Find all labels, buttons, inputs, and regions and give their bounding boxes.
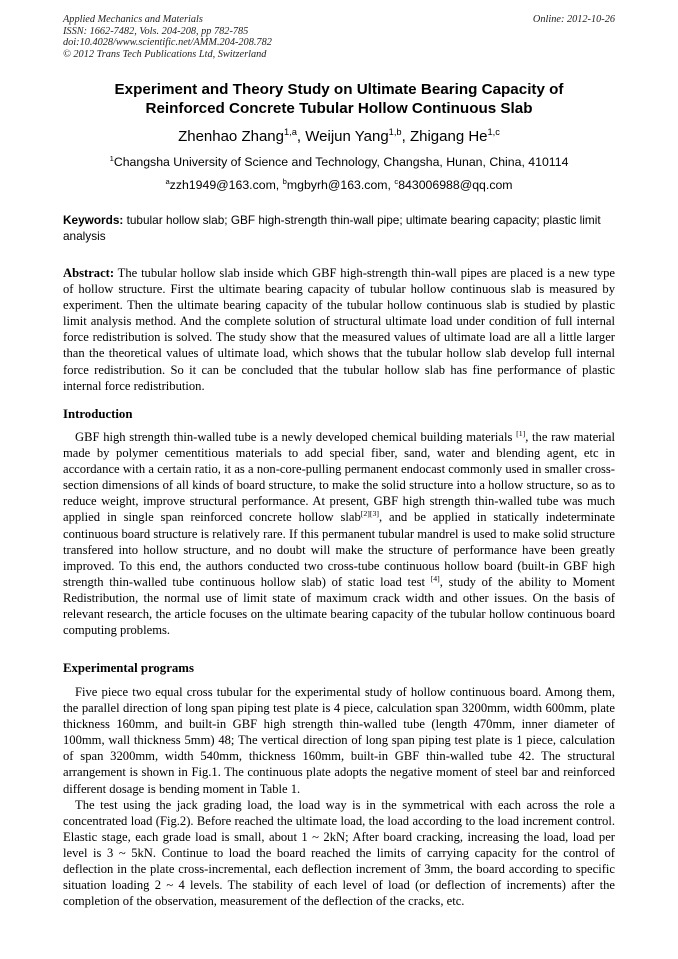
author-2: Weijun Yang: [305, 128, 389, 145]
journal-name: Applied Mechanics and Materials: [63, 14, 203, 25]
author-emails: [40, 178, 638, 193]
introduction-body: [63, 429, 615, 638]
author-3: Zhigang He: [409, 128, 488, 145]
introduction-paragraph: [63, 429, 615, 638]
author-1: Zhenhao Zhang: [178, 128, 284, 145]
issn-line: ISSN: 1662-7482, Vols. 204-208, pp 782-785: [63, 25, 249, 37]
email-marker-b: b: [282, 176, 287, 186]
keywords-label: Keywords:: [63, 213, 124, 227]
author-1-marker: 1,a: [283, 127, 297, 137]
experimental-paragraph-2: The test using the jack grading load, the load way is in the symmetrical with each across the role a concentrated load (Fig.2). Before reached the ultimate load, the load according to the load increment control. Elastic stage, each grade load is small, about 1 ~ 2kN; After board cracking, increasing the load, load per level is 3 ~ 5kN. Continue to load the board reached the limits of carrying capacity for the control of deflection in the plate cross-incremental, each deflection increment of 3mm, the board according to specific situation loading 2 ~ 4 levels. The stability of each level of load (or deflection of increments) after the completion of the observation, measurement of the deflection of the cracks, etc.: [63, 797, 615, 909]
experimental-body: [63, 684, 615, 909]
journal-header: [63, 14, 272, 60]
email-marker-a: a: [165, 176, 170, 186]
citation[interactable]: [4]: [430, 573, 440, 583]
introduction-heading: Introduction: [63, 407, 133, 421]
email-b[interactable]: mgbyrh@163.com,: [286, 178, 395, 192]
paper-title: [50, 80, 628, 118]
abstract-text: The tubular hollow slab inside which GBF high-strength thin-wall pipes are placed is a new type of hollow structure. First the ultimate bearing capacity of tubular hollow continuous slab is measured by experiment. Then the ultimate bearing capacity of the tubular hollow continuous slab is studied by plastic limit analysis method. And the complete solution of structural ultimate load under condition of full internal force redistribution is solved. The study show that the measured values of ultimate load are all a little larger than the theoretical values of ultimate load, which shows that the tubular hollow slab develop full internal force redistribution. So it can be concluded that the tubular hollow slab has fine performance of plastic internal force redistribution.: [63, 266, 615, 393]
email-c[interactable]: 843006988@qq.com: [398, 178, 513, 192]
affiliation-marker: 1: [109, 153, 114, 163]
author-separator: ,: [401, 128, 410, 145]
author-separator: ,: [296, 128, 306, 145]
abstract: [63, 265, 615, 394]
title-line-2: Reinforced Concrete Tubular Hollow Continuous Slab: [145, 100, 533, 117]
title-line-1: Experiment and Theory Study on Ultimate Bearing Capacity of: [114, 81, 564, 98]
citation[interactable]: [2][3]: [360, 509, 379, 519]
affiliation-text: Changsha University of Science and Technology, Changsha, Hunan, China, 410114: [113, 155, 569, 169]
author-list: [40, 128, 638, 146]
intro-text: GBF high strength thin-walled tube is a newly developed chemical building materials: [75, 430, 517, 444]
keywords: [63, 212, 615, 244]
abstract-label: Abstract:: [63, 266, 115, 280]
intro-text: , the raw material made by polymer cementitious materials to add special fiber, sand, water and blending agent, etc in accordance with a certain ratio, it as a non-core-pulling permanent endocast commonly used in smaller cross-section dimensions of all kinds of board structure, to make the solid structure into a hollow structure, so as to reduce weight, improve structural performance. At present, GBF high strength thin-walled tube was much applied in single span reinforced concrete hollow slab: [63, 430, 615, 525]
author-2-marker: 1,b: [388, 127, 402, 137]
citation[interactable]: [1]: [516, 428, 526, 438]
experimental-paragraph-1: Five piece two equal cross tubular for the experimental study of hollow continuous board. Among them, the parallel direction of long span piping test plate is 4 piece, calculation span 3200mm, width 600mm, plate thickness 160mm, and built-in GBF high strength thin-walled tube (length 470mm, inner diameter of 100mm, wall thickness 5mm) 48; The vertical direction of long span piping test plate is 1 piece, calculation of span 3200mm, width 540mm, thickness 160mm, built-in GBF thin-walled tube 42. The structural arrangement is shown in Fig.1. The continuous plate adopts the negative moment of steel bar and reinforced different dosage is bending moment in Table 1.: [63, 685, 615, 796]
affiliation: [40, 155, 638, 170]
online-date: Online: 2012-10-26: [532, 14, 615, 25]
keywords-text: tubular hollow slab; GBF high-strength thin-wall pipe; ultimate bearing capacity; plastic limit analysis: [63, 213, 601, 243]
email-marker-c: c: [394, 176, 399, 186]
email-a[interactable]: zzh1949@163.com,: [169, 178, 283, 192]
doi-line[interactable]: doi:10.4028/www.scientific.net/AMM.204-208.782: [63, 37, 272, 48]
intro-text: , and be applied in statically indeterminate continuous board structure is relatively rare. If this permanent tubular mandrel is used to make solid structure transfered into hollow structure, and no doubt will make the structure of performance have been greatly improved. To this end, the authors conducted two cross-tube continuous hollow board (built-in GBF high strength thin-walled tube continuous hollow slab) of static load test: [63, 510, 615, 589]
intro-text: , study of the ability to Moment Redistribution, the normal use of limit state of maximum crack width and other issues. On the basis of relevant research, the article focuses on the ultimate bearing capacity of the tubular hollow continuous board computing problems.: [63, 574, 616, 638]
author-3-marker: 1,c: [487, 127, 500, 137]
copyright-line: © 2012 Trans Tech Publications Ltd, Switzerland: [63, 48, 267, 60]
experimental-heading: Experimental programs: [63, 661, 194, 675]
